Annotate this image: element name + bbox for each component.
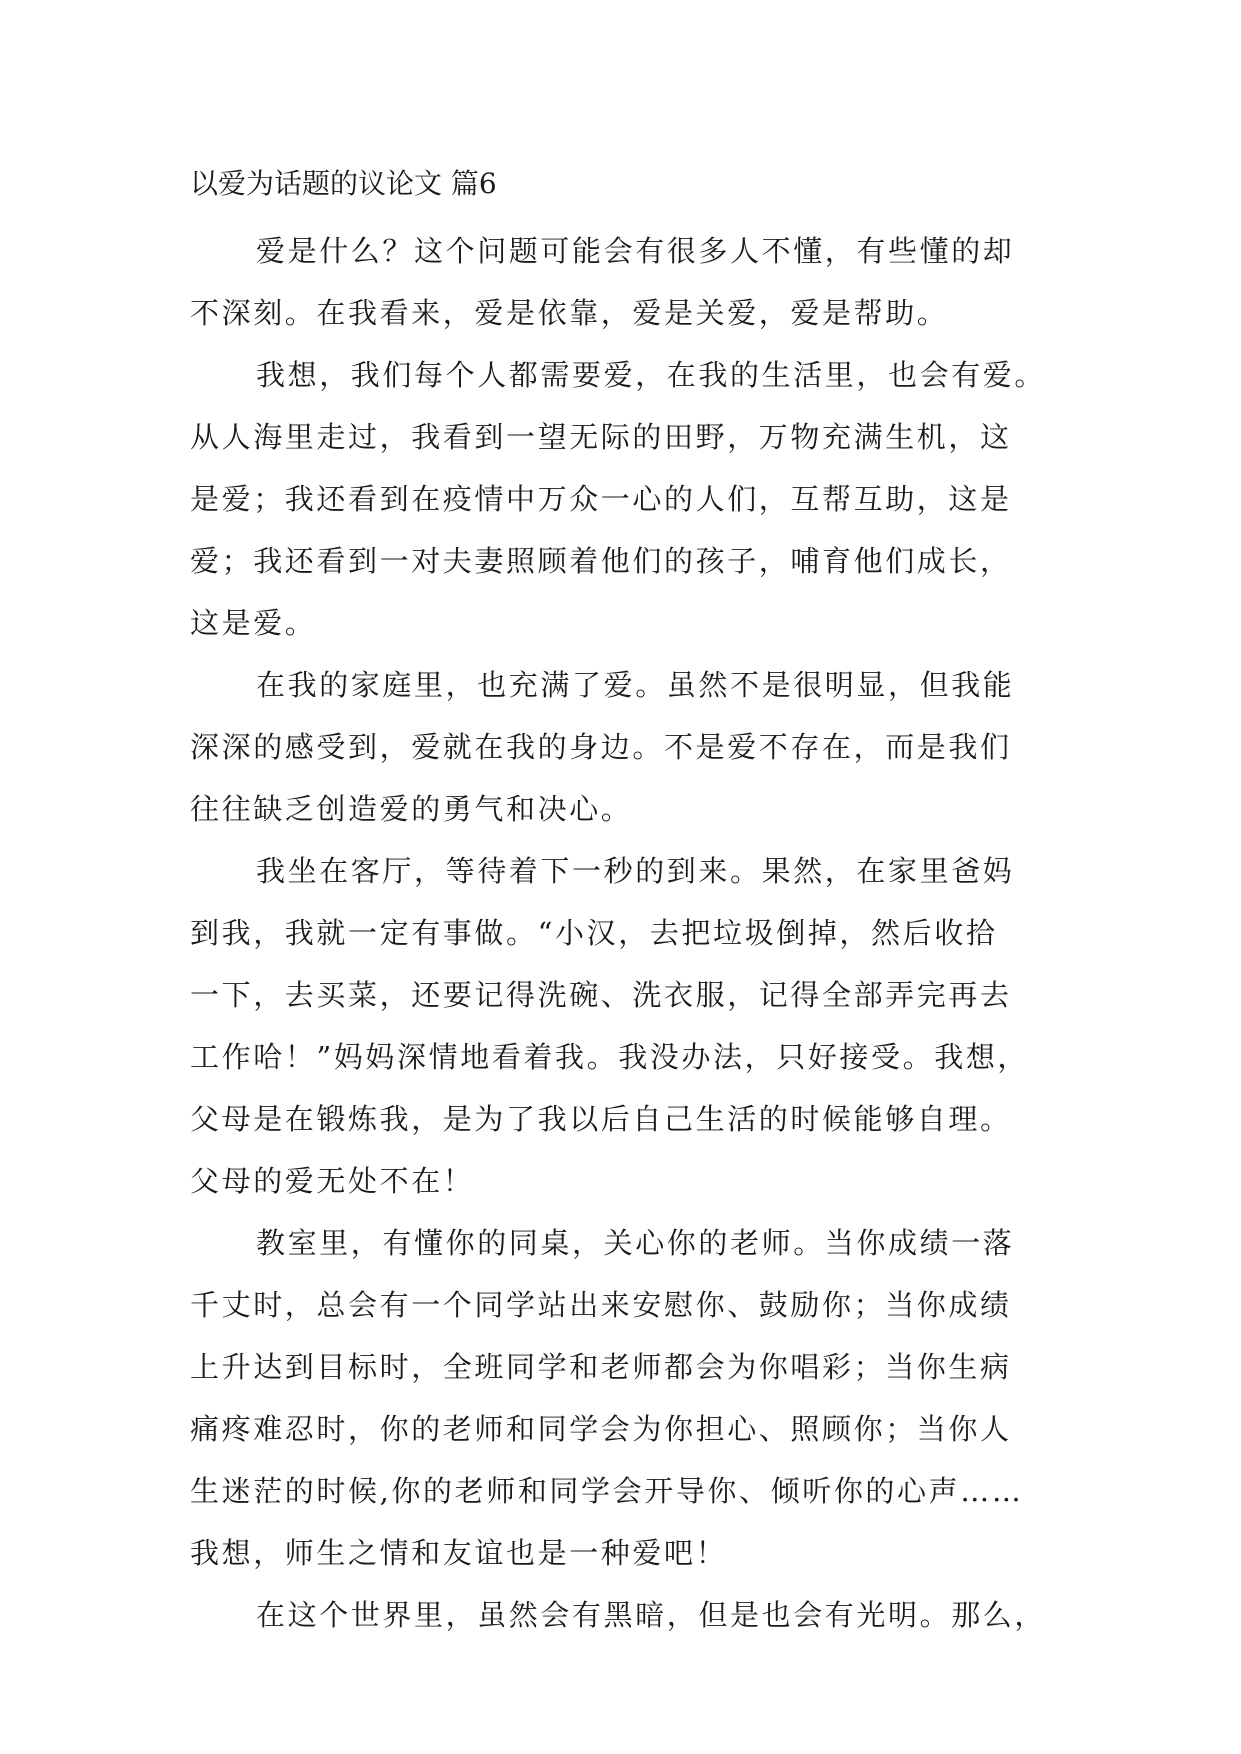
paragraph <box>190 840 1058 1212</box>
text-line: 我想，师生之情和友谊也是一种爱吧！ <box>190 1536 728 1570</box>
text-line: 在我的家庭里，也充满了爱。虽然不是很明显，但我能 <box>256 668 1015 702</box>
text-line: 深深的感受到，爱就在我的身边。不是爱不存在，而是我们 <box>190 730 1012 764</box>
text-line: 不深刻。在我看来，爱是依靠，爱是关爱，爱是帮助。 <box>190 296 949 330</box>
text-line: 父母的爱无处不在！ <box>190 1164 475 1198</box>
text-line: 从人海里走过，我看到一望无际的田野，万物充满生机，这 <box>190 420 1012 454</box>
text-line: 工作哈！”妈妈深情地看着我。我没办法，只好接受。我想， <box>190 1040 1030 1074</box>
text-line: 痛疼难忍时，你的老师和同学会为你担心、照顾你；当你人 <box>190 1412 1012 1446</box>
paragraph <box>190 1212 1058 1584</box>
text-line: 教室里，有懂你的同桌，关心你的老师。当你成绩一落 <box>256 1226 1015 1260</box>
text-line: 我坐在客厅，等待着下一秒的到来。果然，在家里爸妈 <box>256 854 1015 888</box>
text-line: 是爱；我还看到在疫情中万众一心的人们，互帮互助，这是 <box>190 482 1012 516</box>
text-line: 这是爱。 <box>190 606 317 640</box>
text-line: 我想，我们每个人都需要爱，在我的生活里，也会有爱。 <box>256 358 1047 392</box>
text-line: 爱是什么？这个问题可能会有很多人不懂，有些懂的却 <box>256 234 1015 268</box>
text-line: 在这个世界里，虽然会有黑暗，但是也会有光明。那么， <box>256 1598 1047 1632</box>
paragraph <box>190 1584 1058 1646</box>
text-line: 到我，我就一定有事做。“小汉，去把垃圾倒掉，然后收拾 <box>190 916 998 950</box>
text-line: 千丈时，总会有一个同学站出来安慰你、鼓励你；当你成绩 <box>190 1288 1012 1322</box>
document-body <box>190 220 1058 1646</box>
text-line: 一下，去买菜，还要记得洗碗、洗衣服，记得全部弄完再去 <box>190 978 1012 1012</box>
paragraph <box>190 344 1058 654</box>
paragraph <box>190 220 1058 344</box>
paragraph <box>190 654 1058 840</box>
text-line: 上升达到目标时，全班同学和老师都会为你唱彩；当你生病 <box>190 1350 1012 1384</box>
text-line: 生迷茫的时候,你的老师和同学会开导你、倾听你的心声…… <box>190 1474 1024 1508</box>
text-line: 爱；我还看到一对夫妻照顾着他们的孩子，哺育他们成长， <box>190 544 1012 578</box>
document-title: 以爱为话题的议论文 篇6 <box>190 167 497 200</box>
text-line: 父母是在锻炼我，是为了我以后自己生活的时候能够自理。 <box>190 1102 1012 1136</box>
text-line: 往往缺乏创造爱的勇气和决心。 <box>190 792 633 826</box>
